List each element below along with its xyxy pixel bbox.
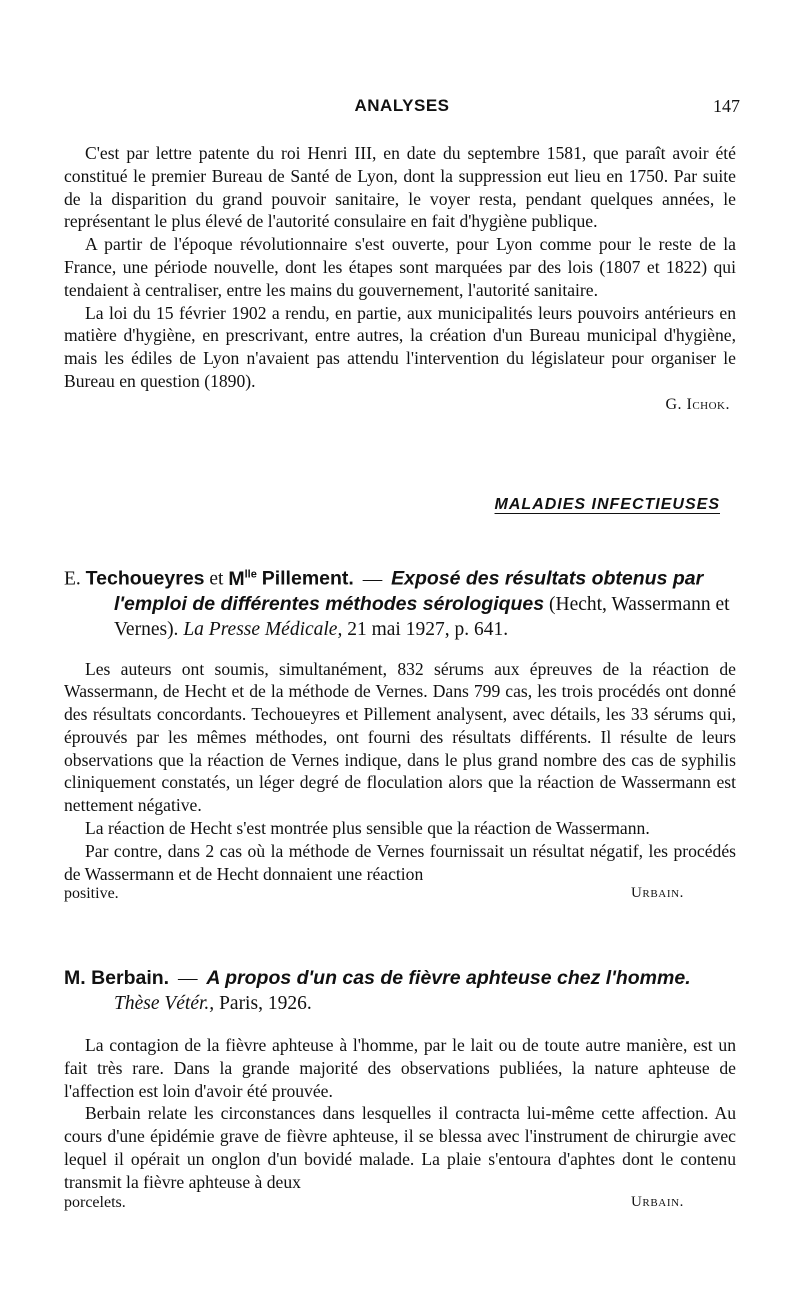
- paragraph-body: Berbain relate les circonstances dans lesquelles il contracta lui-même cette affection. Au cours d'une épidémie grave de fièvre aphteuse, il se blessa avec l'instrument de chirurgie avec lequel il opérait un onglon d'un bovidé malade. La plaie s'entoura d'aphtes dont le contenu transmit la fièvre aphteuse à deux: [64, 1103, 736, 1192]
- paragraph: [64, 840, 736, 886]
- section-heading: MALADIES INFECTIEUSES: [494, 496, 720, 513]
- entry-berbain: [64, 966, 736, 1212]
- author2-title: M: [228, 567, 245, 590]
- entry-heading: [64, 562, 736, 642]
- running-title: ANALYSES: [354, 96, 450, 115]
- paragraph: La contagion de la fièvre aphteuse à l'homme, par le lait ou de toute autre manière, est un fait très rare. Dans la grande majorité des observations publiées, la nature aphteuse de l'affection est loin d'avoir été prouvée.: [64, 1035, 736, 1101]
- closing-line: [64, 885, 736, 903]
- paragraph: C'est par lettre patente du roi Henri III, en date du septembre 1581, que paraît avoir été constitué le premier Bureau de Santé de Lyon, dont la suppression eut lieu en 1750. Par suite de la disparition du grand pouvoir sanitaire, le voyer resta, pendant quelques années, le représentant le plus élevé de l'autorité consulaire en fait d'hygiène publique.: [64, 143, 736, 232]
- article-title: Exposé des résultats obtenus par l'emploi de différentes méthodes sérologiques: [114, 567, 704, 615]
- paragraph: La loi du 15 février 1902 a rendu, en partie, aux municipalités leurs pouvoirs antérieurs en matière d'hygiène, en prescrivant, entre autres, la création d'un Bureau municipal d'hygiène, mais les édiles de Lyon n'avaient pas attendu l'intervention du législateur pour organiser le Bureau en question (1890).: [64, 302, 736, 391]
- paragraph-end: positive.: [64, 885, 119, 903]
- paragraph: [64, 1102, 736, 1193]
- em-dash: —: [362, 568, 383, 590]
- thesis-type: Thèse Vétér.,: [114, 993, 215, 1014]
- author2-name: Pillement.: [261, 567, 354, 590]
- paragraph: La réaction de Hecht s'est montrée plus sensible que la réaction de Wassermann.: [85, 818, 650, 839]
- author-name: Techoueyres: [85, 567, 205, 590]
- paragraph: Les auteurs ont soumis, simultanément, 832 sérums aux épreuves de la réaction de Wassermann, de Hecht et de la méthode de Vernes. Dans 799 cas, les trois procédés ont donné des résultats concordants. Techoueyres et Pillement analysent, avec détails, les 33 sérums qui, éprouvés par les mêmes méthodes, ont fourni des résultats différents. Il résulte de leurs observations que la réaction de Vernes indique, dans le plus grand nombre des cas de syphilis cliniquement constatés, un léger degré de floculation alors que la réaction de Wassermann est nettement négative.: [64, 658, 736, 816]
- article-methods: (Hecht, Wassermann et Vernes).: [114, 593, 730, 640]
- paragraph: A partir de l'époque révolutionnaire s'est ouverte, pour Lyon comme pour le reste de la France, une période nouvelle, dont les étapes sont marquées par des lois (1807 et 1822) qui tendaient à centraliser, entre les mains du gouvernement, l'autorité sanitaire.: [64, 234, 736, 300]
- reviewer-signature: Urbain.: [630, 1193, 684, 1210]
- entry-techoueyres: [64, 562, 736, 903]
- publication-date: 21 mai 1927, p. 641.: [347, 618, 509, 640]
- place-date: Paris, 1926.: [219, 993, 312, 1014]
- author2-title-sup: lle: [244, 568, 257, 580]
- review-hygiene-lyon: [64, 142, 736, 417]
- article-title: A propos d'un cas de fièvre aphteuse chez l'homme.: [206, 967, 691, 989]
- em-dash: —: [177, 968, 198, 989]
- reviewer-signature: G. Ichok.: [665, 395, 730, 413]
- page-number: 147: [713, 96, 740, 116]
- entry-heading: [64, 966, 736, 1016]
- closing-line: [64, 1194, 736, 1212]
- journal-name: La Presse Médicale,: [183, 618, 343, 640]
- paragraph-end: porcelets.: [64, 1193, 126, 1211]
- running-head: [64, 92, 740, 120]
- reviewer-signature: Urbain.: [630, 885, 684, 902]
- paragraph-body: Par contre, dans 2 cas où la méthode de Vernes fournissait un résultat négatif, les procédés de Wassermann et de Hecht donnaient une réaction: [64, 840, 736, 884]
- author-initial: E.: [64, 568, 81, 590]
- author-conjunction: et: [209, 568, 224, 590]
- author-name: M. Berbain.: [64, 967, 170, 989]
